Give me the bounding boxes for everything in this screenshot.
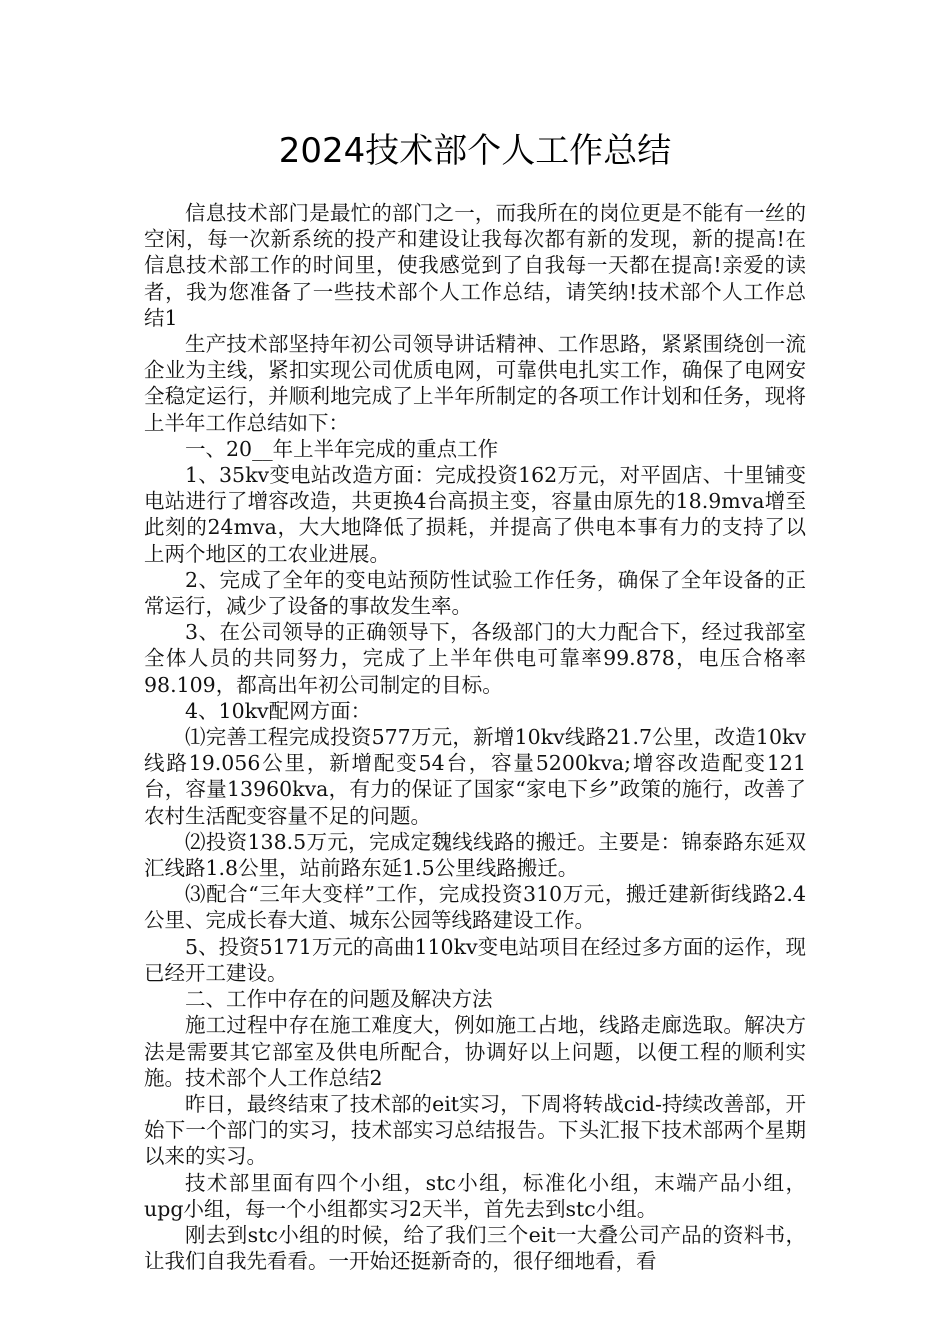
paragraph-item-5: 5、投资5171万元的高曲110kv变电站项目在经过多方面的运作，现已经开工建设。 bbox=[144, 934, 806, 985]
paragraph-production-dept: 生产技术部坚持年初公司领导讲话精神、工作思路，紧紧围绕创一流企业为主线，紧扣实现公司优质电网，可靠供电扎实工作，确保了电网安全稳定运行，并顺利地完成了上半年所制定的各项工作计划和任务，现将上半年工作总结如下： bbox=[144, 332, 806, 435]
paragraph-stc: 刚去到stc小组的时候，给了我们三个eit一大叠公司产品的资料书，让我们自我先看看。一开始还挺新奇的，很仔细地看，看 bbox=[144, 1222, 806, 1274]
paragraph-item-1: 1、35kv变电站改造方面：完成投资162万元，对平固店、十里铺变电站进行了增容改造，共更换4台高损主变，容量由原先的18.9mva增至此刻的24mva，大大地降低了损耗，并提高了供电本事有力的支持了以上两个地区的工农业进展。 bbox=[144, 463, 806, 566]
paragraph-problems: 施工过程中存在施工难度大，例如施工占地，线路走廊选取。解决方法是需要其它部室及供电所配合，协调好以上问题，以便工程的顺利实施。技术部个人工作总结2 bbox=[144, 1013, 806, 1090]
document-title: 2024技术部个人工作总结 bbox=[278, 131, 672, 171]
paragraph-item-3: 3、在公司领导的正确领导下，各级部门的大力配合下，经过我部室全体人员的共同努力，完成了上半年供电可靠率99.878，电压合格率98.109，都高出年初公司制定的目标。 bbox=[144, 620, 806, 697]
section-heading-1: 一、20__年上半年完成的重点工作 bbox=[185, 436, 499, 461]
paragraph-subitem-3: ⑶配合“三年大变样”工作，完成投资310万元，搬迁建新街线路2.4公里、完成长春大道、城东公园等线路建设工作。 bbox=[144, 882, 806, 933]
paragraph-item-4: 4、10kv配网方面： bbox=[185, 698, 372, 723]
paragraph-intro: 信息技术部门是最忙的部门之一，而我所在的岗位更是不能有一丝的空闲，每一次新系统的投产和建设让我每次都有新的发现，新的提高!在信息技术部工作的时间里，使我感觉到了自我每一天都在提高!亲爱的读者，我为您准备了一些技术部个人工作总结，请笑纳!技术部个人工作总结1 bbox=[144, 201, 806, 330]
section-heading-2: 二、工作中存在的问题及解决方法 bbox=[185, 987, 493, 1012]
paragraph-groups: 技术部里面有四个小组，stc小组，标准化小组，末端产品小组，upg小组，每一个小组都实习2天半，首先去到stc小组。 bbox=[144, 1170, 806, 1221]
paragraph-subitem-1: ⑴完善工程完成投资577万元，新增10kv线路21.7公里，改造10kv线路19.056公里，新增配变54台，容量5200kva;增容改造配变121台，容量13960kva，有力的保证了国家“家电下乡”政策的施行，改善了农村生活配变容量不足的问题。 bbox=[144, 725, 806, 828]
paragraph-item-2: 2、完成了全年的变电站预防性试验工作任务，确保了全年设备的正常运行，减少了设备的事故发生率。 bbox=[144, 567, 806, 619]
paragraph-subitem-2: ⑵投资138.5万元，完成定魏线线路的搬迁。主要是：锦泰路东延双汇线路1.8公里，站前路东延1.5公里线路搬迁。 bbox=[144, 829, 806, 881]
paragraph-internship: 昨日，最终结束了技术部的eit实习，下周将转战cid-持续改善部，开始下一个部门的实习，技术部实习总结报告。下头汇报下技术部两个星期以来的实习。 bbox=[144, 1091, 806, 1169]
document-body bbox=[144, 200, 806, 1274]
